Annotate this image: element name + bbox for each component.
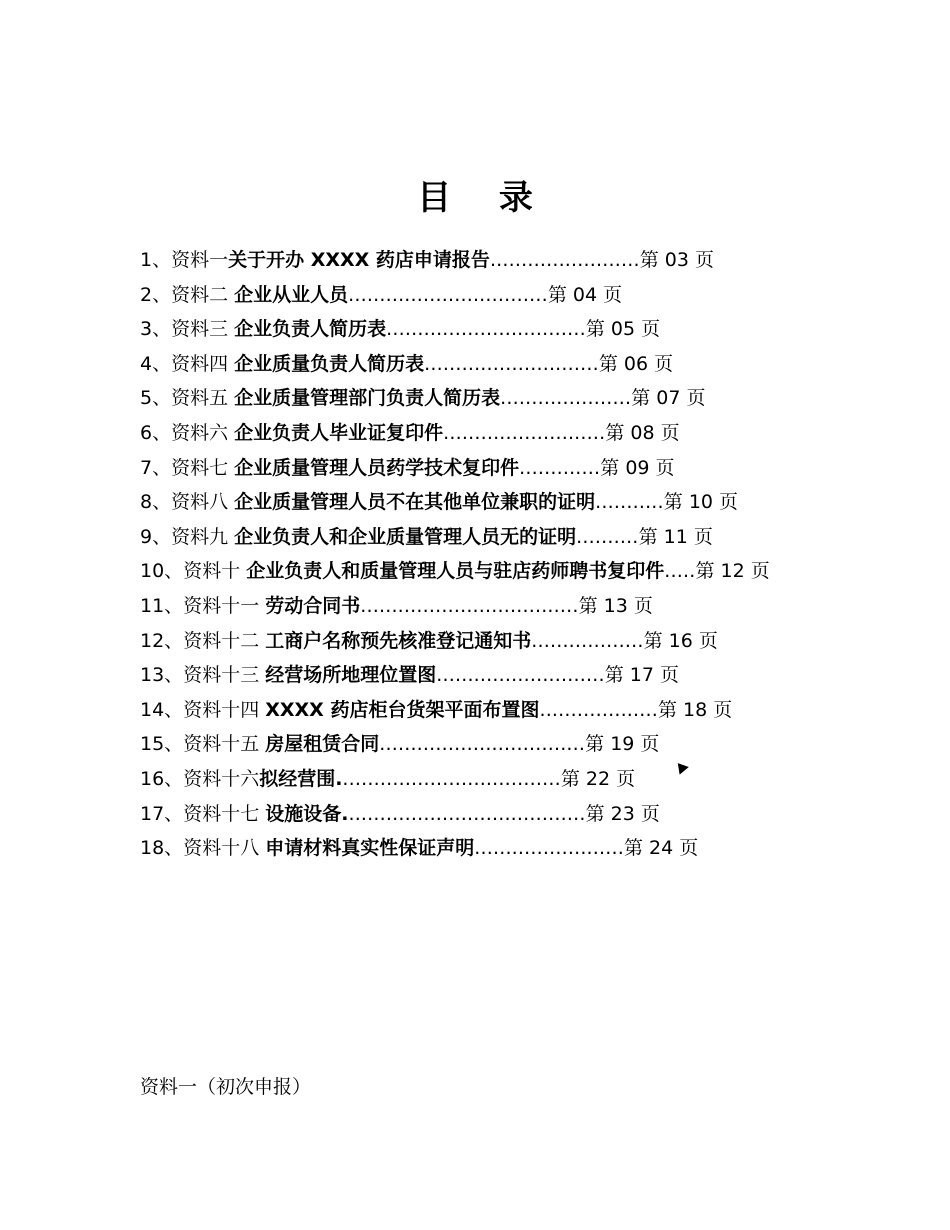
toc-tag: 资料十 xyxy=(183,560,247,583)
toc-entry-14 xyxy=(140,693,860,728)
toc-heading: 房屋租赁合同 xyxy=(265,733,380,756)
toc-leader: ..................... xyxy=(500,387,632,410)
toc-tag: 资料十一 xyxy=(183,594,266,617)
toc-leader: ...................................... xyxy=(348,802,586,825)
toc-entry-3 xyxy=(140,312,860,347)
toc-page: 第 08 页 xyxy=(605,421,680,444)
toc-page: 第 07 页 xyxy=(631,387,706,410)
toc-entry-16 xyxy=(140,762,860,797)
toc-entry-18 xyxy=(140,831,860,866)
toc-number: 10、 xyxy=(140,560,184,583)
toc-heading: 企业质量负责人简历表 xyxy=(234,352,425,375)
toc-leader: ................................ xyxy=(348,283,548,306)
toc-number: 6、 xyxy=(140,421,172,444)
toc-page: 第 22 页 xyxy=(560,767,636,790)
toc-page: 第 09 页 xyxy=(600,456,675,479)
toc-leader: ........................ xyxy=(474,837,624,860)
toc-tag: 资料四 xyxy=(171,352,235,375)
toc-number: 11、 xyxy=(140,594,184,617)
toc-page: 第 04 页 xyxy=(547,283,623,306)
toc-number: 12、 xyxy=(140,629,184,652)
toc-entry-17 xyxy=(140,797,860,832)
toc-entry-1 xyxy=(140,243,860,278)
toc-leader: ........................... xyxy=(436,664,605,687)
toc-tag: 资料十三 xyxy=(183,664,266,687)
toc-leader: .......................... xyxy=(443,421,606,444)
toc-leader: ................................... xyxy=(342,767,561,790)
toc-heading: 企业负责人和质量管理人员与驻店药师聘书复印件 xyxy=(246,560,665,583)
toc-entry-4 xyxy=(140,347,860,382)
toc-tag: 资料八 xyxy=(171,491,235,514)
toc-number: 13、 xyxy=(140,664,184,687)
toc-page: 第 03 页 xyxy=(639,249,714,271)
toc-number: 18、 xyxy=(140,837,184,860)
toc-heading: 经营场所地理位置图 xyxy=(265,664,437,687)
toc-tag: 资料十六 xyxy=(183,767,260,790)
toc-page: 第 12 页 xyxy=(695,560,770,583)
toc-heading: 关于开办 XXXX 药店申请报告 xyxy=(228,249,490,271)
toc-number: 1、 xyxy=(140,249,172,271)
toc-page: 第 05 页 xyxy=(585,318,661,341)
toc-number: 17、 xyxy=(140,802,184,825)
toc-number: 2、 xyxy=(140,283,172,306)
toc-tag: 资料十七 xyxy=(183,802,266,825)
toc-entry-9 xyxy=(140,520,860,555)
toc-tag: 资料七 xyxy=(171,456,235,479)
toc-number: 3、 xyxy=(140,318,172,341)
toc-page: 第 13 页 xyxy=(578,594,653,617)
toc-tag: 资料三 xyxy=(171,318,235,341)
toc-page: 第 11 页 xyxy=(638,525,713,548)
toc-tag: 资料二 xyxy=(171,283,235,306)
toc-heading: 企业负责人简历表 xyxy=(234,318,387,341)
toc-heading: 企业负责人毕业证复印件 xyxy=(234,421,444,444)
toc-heading: 拟经营围. xyxy=(259,767,343,790)
toc-tag: 资料十五 xyxy=(183,733,266,756)
toc-heading: 劳动合同书 xyxy=(265,594,361,617)
toc-number: 14、 xyxy=(140,698,184,721)
toc-leader: ............................ xyxy=(424,352,599,375)
toc-leader: ........................ xyxy=(489,249,640,271)
toc-heading: 企业质量管理部门负责人简历表 xyxy=(234,387,501,410)
toc-heading: 企业质量管理人员药学技术复印件 xyxy=(234,456,520,479)
toc-number: 5、 xyxy=(140,387,172,410)
toc-entry-6 xyxy=(140,416,860,451)
toc-tag: 资料十二 xyxy=(183,629,266,652)
page-title: 目 录 xyxy=(417,178,551,218)
toc-entry-12 xyxy=(140,624,860,659)
toc-heading: 设施设备. xyxy=(265,802,349,825)
toc-entry-5 xyxy=(140,381,860,416)
toc-page: 第 18 页 xyxy=(658,698,733,721)
toc-tag: 资料十八 xyxy=(183,837,266,860)
toc-tag: 资料一 xyxy=(171,249,229,271)
toc-number: 9、 xyxy=(140,525,172,548)
toc-number: 15、 xyxy=(140,733,184,756)
toc-page: 第 16 页 xyxy=(643,629,718,652)
toc-page: 第 06 页 xyxy=(598,352,674,375)
toc-leader: ............. xyxy=(519,456,601,479)
toc-page: 第 17 页 xyxy=(604,664,679,687)
toc-number: 4、 xyxy=(140,352,172,375)
toc-entry-13 xyxy=(140,658,860,693)
toc-entry-2 xyxy=(140,278,860,313)
toc-tag: 资料五 xyxy=(171,387,235,410)
toc-heading: XXXX 药店柜台货架平面布置图 xyxy=(265,698,540,721)
toc-leader: ........... xyxy=(595,491,664,514)
toc-number: 16、 xyxy=(140,767,184,790)
toc-heading: 工商户名称预先核准登记通知书 xyxy=(265,629,532,652)
toc-number: 8、 xyxy=(140,491,172,514)
toc-leader: ..... xyxy=(664,560,696,583)
toc-entry-11 xyxy=(140,589,860,624)
toc-heading: 企业负责人和企业质量管理人员无的证明 xyxy=(234,525,577,548)
toc-leader: ................................. xyxy=(379,733,586,756)
toc-entry-15 xyxy=(140,727,860,762)
toc-leader: ................................... xyxy=(360,594,579,617)
toc-entry-7 xyxy=(140,451,860,486)
table-of-contents xyxy=(140,243,860,866)
toc-heading: 申请材料真实性保证声明 xyxy=(265,837,475,860)
toc-entry-8 xyxy=(140,485,860,520)
toc-leader: ................... xyxy=(539,698,659,721)
toc-page: 第 24 页 xyxy=(624,837,699,860)
toc-tag: 资料十四 xyxy=(183,698,266,721)
toc-heading: 企业从业人员 xyxy=(234,283,349,306)
toc-leader: .......... xyxy=(576,525,639,548)
toc-leader: .................. xyxy=(531,629,644,652)
toc-page: 第 10 页 xyxy=(663,491,739,514)
toc-page: 第 23 页 xyxy=(585,802,660,825)
toc-heading: 企业质量管理人员不在其他单位兼职的证明 xyxy=(234,491,596,514)
toc-number: 7、 xyxy=(140,456,172,479)
toc-tag: 资料九 xyxy=(171,525,235,548)
toc-tag: 资料六 xyxy=(171,421,235,444)
toc-leader: ................................ xyxy=(386,318,586,341)
toc-entry-10 xyxy=(140,554,860,589)
section-label: 资料一（初次申报） xyxy=(140,1076,312,1098)
toc-page: 第 19 页 xyxy=(585,733,660,756)
